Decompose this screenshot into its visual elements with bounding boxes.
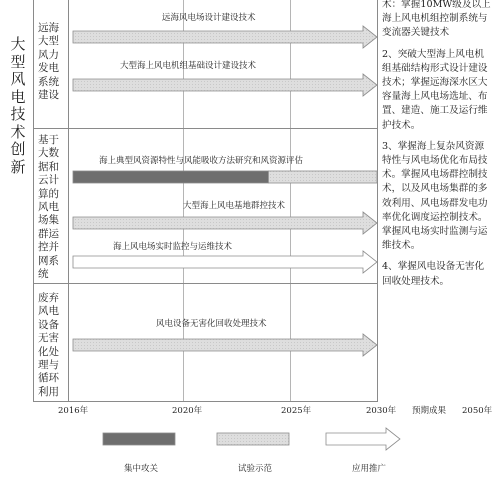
task-label-wind-resource-assessment: 海上典型风资源特性与风能吸收方法研究和风资源评估 bbox=[99, 156, 304, 166]
legend-label-application: 应用推广 bbox=[352, 464, 387, 474]
row-label-offshore-wind-system: 远海大型风力发电系统建设 bbox=[38, 22, 59, 102]
axis-tick-2030: 2030年 bbox=[366, 406, 397, 416]
outcome-4: 4、掌握风电设备无害化回收处理技术。 bbox=[382, 261, 485, 287]
legend-label-pilot-demo: 试验示范 bbox=[238, 464, 273, 474]
row-label-bigdata-cluster-control: 基于大数据和云计算的风电场集群运控并网系统 bbox=[38, 134, 59, 281]
legend-label-focused-research: 集中攻关 bbox=[124, 464, 159, 474]
axis-tick-2020: 2020年 bbox=[172, 406, 203, 416]
task-label-equipment-recycling: 风电设备无害化回收处理技术 bbox=[156, 319, 267, 329]
axis-tick-2025: 2025年 bbox=[281, 406, 312, 416]
task-arrow-4 bbox=[73, 251, 377, 273]
expected-outcomes bbox=[382, 0, 492, 296]
legend-swatch-pilot-demo bbox=[217, 433, 289, 445]
axis-tick-2050: 2050年 bbox=[462, 406, 493, 416]
legend-swatch-focused-research bbox=[103, 433, 175, 445]
task-arrow-1 bbox=[73, 74, 377, 96]
axis-outcome-label: 预期成果 bbox=[412, 406, 447, 416]
task-bar-2-segment-1 bbox=[268, 171, 377, 183]
task-bar-2-segment-0 bbox=[73, 171, 268, 183]
task-label-base-group-control: 大型海上风电基地群控技术 bbox=[183, 201, 286, 211]
task-arrow-3 bbox=[73, 212, 377, 234]
outcome-1: 术：掌握10MW级及以上海上风电机组控制系统与变流器关键技术 bbox=[382, 0, 491, 39]
task-label-turbine-foundation: 大型海上风电机组基础设计建设技术 bbox=[120, 61, 257, 71]
task-arrow-5 bbox=[73, 334, 377, 356]
legend-swatch-application bbox=[326, 428, 400, 450]
axis-tick-2016: 2016年 bbox=[58, 406, 89, 416]
task-label-realtime-monitoring: 海上风电场实时监控与运维技术 bbox=[113, 242, 233, 252]
diagram-title: 大型风电技术创新 bbox=[10, 35, 26, 176]
task-label-offshore-farm-design: 远海风电场设计建设技术 bbox=[162, 13, 256, 23]
outcome-2: 2、突破大型海上风电机组基础结构形式设计建设技术；掌握远海深水区大容量海上风电场选址、布置、建造、施工及运行维护技术。 bbox=[382, 48, 488, 131]
row-label-waste-recycling: 废弃风电设备无害化处理与循环利用 bbox=[38, 292, 59, 398]
outcome-3: 3、掌握海上复杂风资源特性与风电场优化布局技术。掌握风电场群控制技术，以及风电场集群的多效利用、风电场群发电功率优化调度运控制技术。掌握风电场实时监测与运维技术。 bbox=[382, 140, 488, 252]
task-arrow-0 bbox=[73, 26, 377, 48]
